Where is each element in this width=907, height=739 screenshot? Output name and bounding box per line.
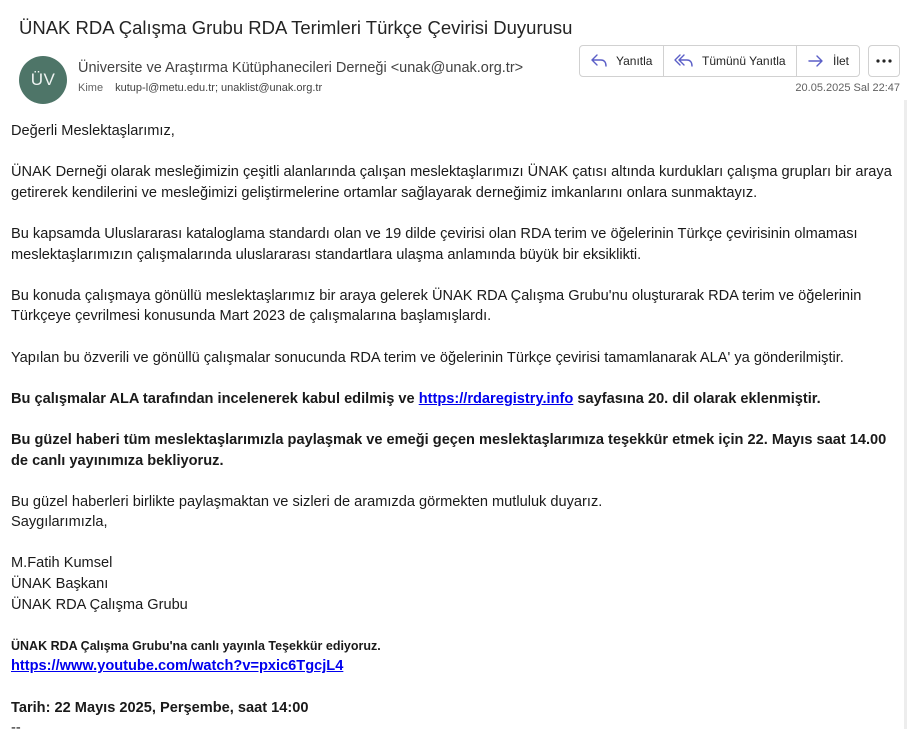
more-options-icon	[876, 59, 892, 63]
email-body	[11, 121, 903, 739]
to-recipients[interactable]: kutup-l@metu.edu.tr; unaklist@unak.org.tr	[115, 82, 323, 94]
to-label: Kime	[78, 82, 104, 94]
paragraph-2: Bu kapsamda Uluslararası kataloglama standardı olan ve 19 dilde çevirisi olan RDA terim ve öğelerinin Türkçe çevirisinin olmaması meslektaşlarımızın çalışmalarında uluslararası standartlara ulaşma anlamında büyük bir eksiklikti.	[11, 225, 858, 263]
forward-label: İlet	[832, 54, 849, 68]
paragraph-6-text: Bu güzel haberi tüm meslektaşlarımızla paylaşmak ve emeği geçen meslektaşlarımıza teşekkür etmek için 22. Mayıs saat 14.00 de canlı yayınımıza bekliyoruz.	[11, 431, 887, 469]
email-subject: ÜNAK RDA Çalışma Grubu RDA Terimleri Türkçe Çevirisi Duyurusu	[19, 17, 573, 38]
rdaregistry-link[interactable]: https://rdaregistry.info	[418, 390, 574, 407]
sent-date: 20.05.2025 Sal 22:47	[795, 82, 900, 94]
youtube-link[interactable]: https://www.youtube.com/watch?v=pxic6TgcjL4	[11, 658, 344, 675]
paragraph-3: Bu konuda çalışmaya gönüllü meslektaşlarımız bir araya gelerek ÜNAK RDA Çalışma Grubu'nu oluşturarak RDA terim ve öğelerinin Türkçeye çevrilmesi konusunda Mart 2023 de çalışmalarına başlamışlardı.	[11, 287, 862, 325]
paragraph-5-after: sayfasına 20. dil olarak eklenmiştir.	[573, 390, 821, 407]
date-line	[11, 698, 903, 719]
more-options-button[interactable]	[868, 45, 900, 77]
sender-name[interactable]: Üniversite ve Araştırma Kütüphanecileri Derneği <unak@unak.org.tr>	[78, 60, 524, 76]
date-line-text: Tarih: 22 Mayıs 2025, Perşembe, saat 14:00	[11, 699, 309, 716]
paragraph-5-before: Bu çalışmalar ALA tarafından incelenerek kabul edilmiş ve	[11, 390, 419, 407]
reply-all-label: Tümünü Yanıtla	[702, 54, 786, 68]
reply-button[interactable]	[580, 46, 664, 76]
reply-icon	[590, 53, 608, 69]
greeting: Değerli Meslektaşlarımız,	[11, 123, 175, 139]
recipients-row	[78, 82, 322, 94]
signature-separator: --	[11, 720, 21, 737]
message-actions-toolbar	[579, 45, 860, 77]
signature-name: M.Fatih Kumsel	[11, 555, 113, 572]
forward-button[interactable]	[797, 46, 859, 76]
paragraph-4: Yapılan bu özverili ve gönüllü çalışmalar sonucunda RDA terim ve öğelerinin Türkçe çevirisi tamamlanarak ALA' ya gönderilmiştir.	[11, 349, 844, 366]
signature-title: ÜNAK Başkanı	[11, 576, 109, 593]
signature-group: ÜNAK RDA Çalışma Grubu	[11, 596, 188, 613]
forward-arrow-icon	[807, 53, 825, 69]
paragraph-1: ÜNAK Derneği olarak mesleğimizin çeşitli alanlarında çalışan meslektaşlarımızı ÜNAK çatısı altında kurdukları çalışma grupları bir araya getirerek kendilerini ve mesleğimizi geliştirmelerine ortamlar sağlayarak derneğimiz imkanlarını onlara sunmaktayız.	[11, 164, 892, 201]
reply-label: Yanıtla	[616, 54, 653, 68]
sender-avatar[interactable]: ÜV	[19, 56, 67, 104]
closing-line: Bu güzel haberleri birlikte paylaşmaktan ve sizleri de aramızda görmekten mutluluk duyarız.	[11, 493, 603, 510]
paragraph-5	[11, 389, 903, 410]
regards: Saygılarımızla,	[11, 514, 108, 531]
reply-all-icon	[674, 53, 694, 69]
reply-all-button[interactable]	[664, 46, 797, 76]
thanks-line: ÜNAK RDA Çalışma Grubu'na canlı yayınla Teşekkür ediyoruz.	[11, 638, 381, 653]
paragraph-6	[11, 430, 903, 471]
